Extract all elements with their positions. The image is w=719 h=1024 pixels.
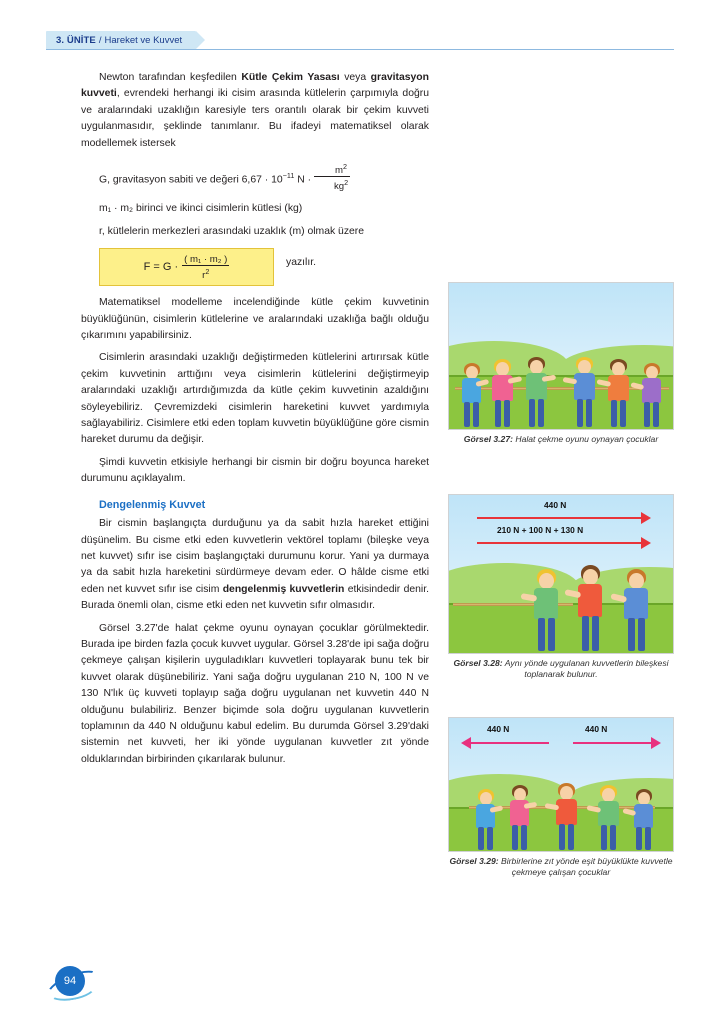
child-figure <box>619 569 653 653</box>
page-header <box>46 30 346 50</box>
paragraph-6: Görsel 3.27'de halat çekme oyunu oynayan çocuklar görülmektedir. Burada ipe birden fazla çocuk kuvvet uygular. Görsel 3.28'de ipi sağa doğru çekmeye çalışan kişilerin uyguladıkları kuvvetleri toplayarak bunu tek bir kuvvet olarak düşünebiliriz. Yani sağa doğru uygulanan 210 N, 100 N ve 130 N'lık üç kuvveti toplayıp sağa doğru uygulanan net kuvvetin 440 N olduğunu bulabiliriz. Benzer biçimde sola doğru uygulanan kuvvetlerin toplamının da 440 N olduğunu kabul edelim. Bu durumda Görsel 3.29'daki sistemin net kuvveti, her iki yönde uygulanan kuvvetler zıt yönde olduklarından birbirinden çıkarılarak bulunur. <box>81 622 429 765</box>
figure-328-caption-text: Aynı yönde uygulanan kuvvetlerin bileşkesi toplanarak bulunur. <box>502 657 669 680</box>
paragraph-2: Matematiksel modelleme incelendiğinde kütle çekim kuvvetinin büyüklüğünün, cisimlerin kütlelerine ve aralarındaki uzaklığa bağlı olduğu çıkarımını yapabilirsiniz. <box>81 297 429 342</box>
paragraph-4: Şimdi kuvvetin etkisiyle herhangi bir cismin bir doğru boyunca hareket durumunu açıklayalım. <box>81 456 429 485</box>
unit-banner <box>46 31 196 50</box>
p1-part3: , evrendeki herhangi iki cisim arasında kütlelerin çarpımıyla doğru ve aralarındaki uzaklığın karesiyle ters orantılı olarak bir çekim kuvveti uygulanmasıdır, şeklinde tanımlanır. Bu ifadeyi matematiksel olarak modellemek istersek <box>81 88 429 149</box>
paragraph-3: Cisimlerin arasındaki uzaklığı değiştirmeden kütlelerini artırırsak kütle çekim kuvvetinin arttığını veya cisimlerin kütlelerini değiştirmeyip aralarındaki uzaklığı artırdığımızda da kütle çekim kuvvetinin azaldığını söyleyebiliriz. Çevremizdeki cisimlerin hareketini kuvvet yardımıyla sağlayabiliriz. Cisimlere etki eden toplam kuvvetin büyüklüğüne göre cismin hareket durumu da değişir. <box>81 352 429 446</box>
formula-left-side: F = G · <box>143 261 179 274</box>
arrow-left-label: 440 N <box>487 723 510 734</box>
figure-gorsel-327 <box>448 282 674 446</box>
paragraph-5 <box>81 516 429 614</box>
figure-328-caption-label: Görsel 3.28: <box>453 657 503 668</box>
term-kutle-cekim-yasasi: Kütle Çekim Yasası <box>241 72 340 83</box>
header-divider <box>46 49 674 50</box>
unit-title: Hareket ve Kuvvet <box>104 34 183 46</box>
arrow-left-head <box>461 737 471 749</box>
child-figure <box>487 359 517 429</box>
gravitation-formula-box <box>99 248 274 286</box>
p5-part2: etkisindedir denir. Burada önemli olan, cisme etki eden net kuvvetin sıfır olmasıdır. <box>81 583 429 612</box>
formula-fraction <box>182 254 229 281</box>
formula-numerator: ( m₁ · m₂ ) <box>184 253 228 265</box>
main-text-column <box>81 70 429 768</box>
figure-gorsel-329 <box>448 717 674 879</box>
figure-329-caption <box>448 856 674 879</box>
child-figure <box>593 785 623 851</box>
child-figure <box>505 785 533 851</box>
g-unit-numerator: $m^2$ <box>335 162 348 177</box>
figure-329-caption-label: Görsel 3.29: <box>449 855 499 866</box>
child-figure <box>569 357 599 429</box>
figure-329-image <box>448 717 674 852</box>
unit-number: 3. ÜNİTE <box>56 34 96 46</box>
term-gravitasyon-kuvveti: gravitasyon kuvveti <box>81 72 429 100</box>
p1-part2: veya <box>339 72 371 83</box>
child-figure <box>521 357 551 429</box>
paragraph-1 <box>81 70 429 152</box>
child-figure <box>551 783 581 851</box>
distance-line: r, kütlelerin merkezleri arasındaki uzaklık (m) olmak üzere <box>99 225 365 237</box>
figure-328-image <box>448 494 674 654</box>
term-dengelenmis-kuvvetlerin: dengelenmiş kuvvetlerin <box>222 583 345 595</box>
p5-part1: Bir cismin başlangıçta durduğunu ya da sabit hızla hareket ettiğini düşünelim. Bu cisme etki eden kuvvetlerin vektörel toplamı (bileşke veya net kuvvet) sıfır ise cisim başlangıçtaki durumunu korur. Yani ya durmaya ya da sabit hızla hareketini sürdürmeye devam eder. O hâlde cisme etki eden net kuvvet sıfır ise cisim <box>81 518 429 595</box>
formula-denominator: $r^2$ <box>182 265 229 281</box>
g-unit-fraction <box>314 161 350 192</box>
page-number-block <box>40 960 130 1010</box>
g-unit-text: N · <box>294 174 312 186</box>
p1-part1: Newton tarafından keşfedilen <box>99 72 242 83</box>
section-heading-dengelenmis-kuvvet: Dengelenmiş Kuvvet <box>99 498 206 511</box>
child-figure <box>603 359 633 429</box>
arrow-components-head <box>641 537 651 549</box>
child-figure <box>529 569 563 653</box>
formula-trailing-text: yazılır. <box>286 257 317 269</box>
arrow-components-line <box>477 542 642 544</box>
figure-329-caption-text: Birbirlerine zıt yönde eşit büyüklükte kuvvetle çekmeye çalışan çocuklar <box>498 855 673 878</box>
child-figure <box>471 789 499 851</box>
child-figure <box>573 565 607 653</box>
g-unit-denominator: $kg^2$ <box>314 176 350 192</box>
g-constant-line <box>81 161 429 192</box>
g-exponent: −11 <box>282 170 295 180</box>
figure-327-caption-label: Görsel 3.27: <box>463 434 513 444</box>
arrow-components-label: 210 N + 100 N + 130 N <box>497 524 584 535</box>
formula-row <box>81 240 429 286</box>
header-separator: / <box>98 34 102 46</box>
arrow-total-label: 440 N <box>544 499 567 510</box>
child-figure <box>629 789 657 851</box>
figure-column <box>448 282 674 889</box>
page-number: 94 <box>55 966 85 996</box>
arrow-right-line <box>573 742 651 744</box>
arrow-left-line <box>471 742 549 744</box>
figure-gorsel-328 <box>448 494 674 681</box>
g-constant-text: G, gravitasyon sabiti ve değeri 6,67 · 10 <box>99 174 283 186</box>
arrow-total-head <box>641 512 651 524</box>
arrow-total-line <box>477 517 642 519</box>
figure-327-caption <box>448 434 674 446</box>
mass-line: m₁ · m₂ birinci ve ikinci cisimlerin kütlesi (kg) <box>99 203 303 215</box>
arrow-right-label: 440 N <box>585 723 608 734</box>
child-figure <box>637 363 665 429</box>
figure-327-caption-text: Halat çekme oyunu oynayan çocuklar <box>512 434 659 444</box>
arrow-right-head <box>651 737 661 749</box>
figure-328-caption <box>448 658 674 681</box>
figure-327-image <box>448 282 674 430</box>
child-figure <box>457 363 485 429</box>
